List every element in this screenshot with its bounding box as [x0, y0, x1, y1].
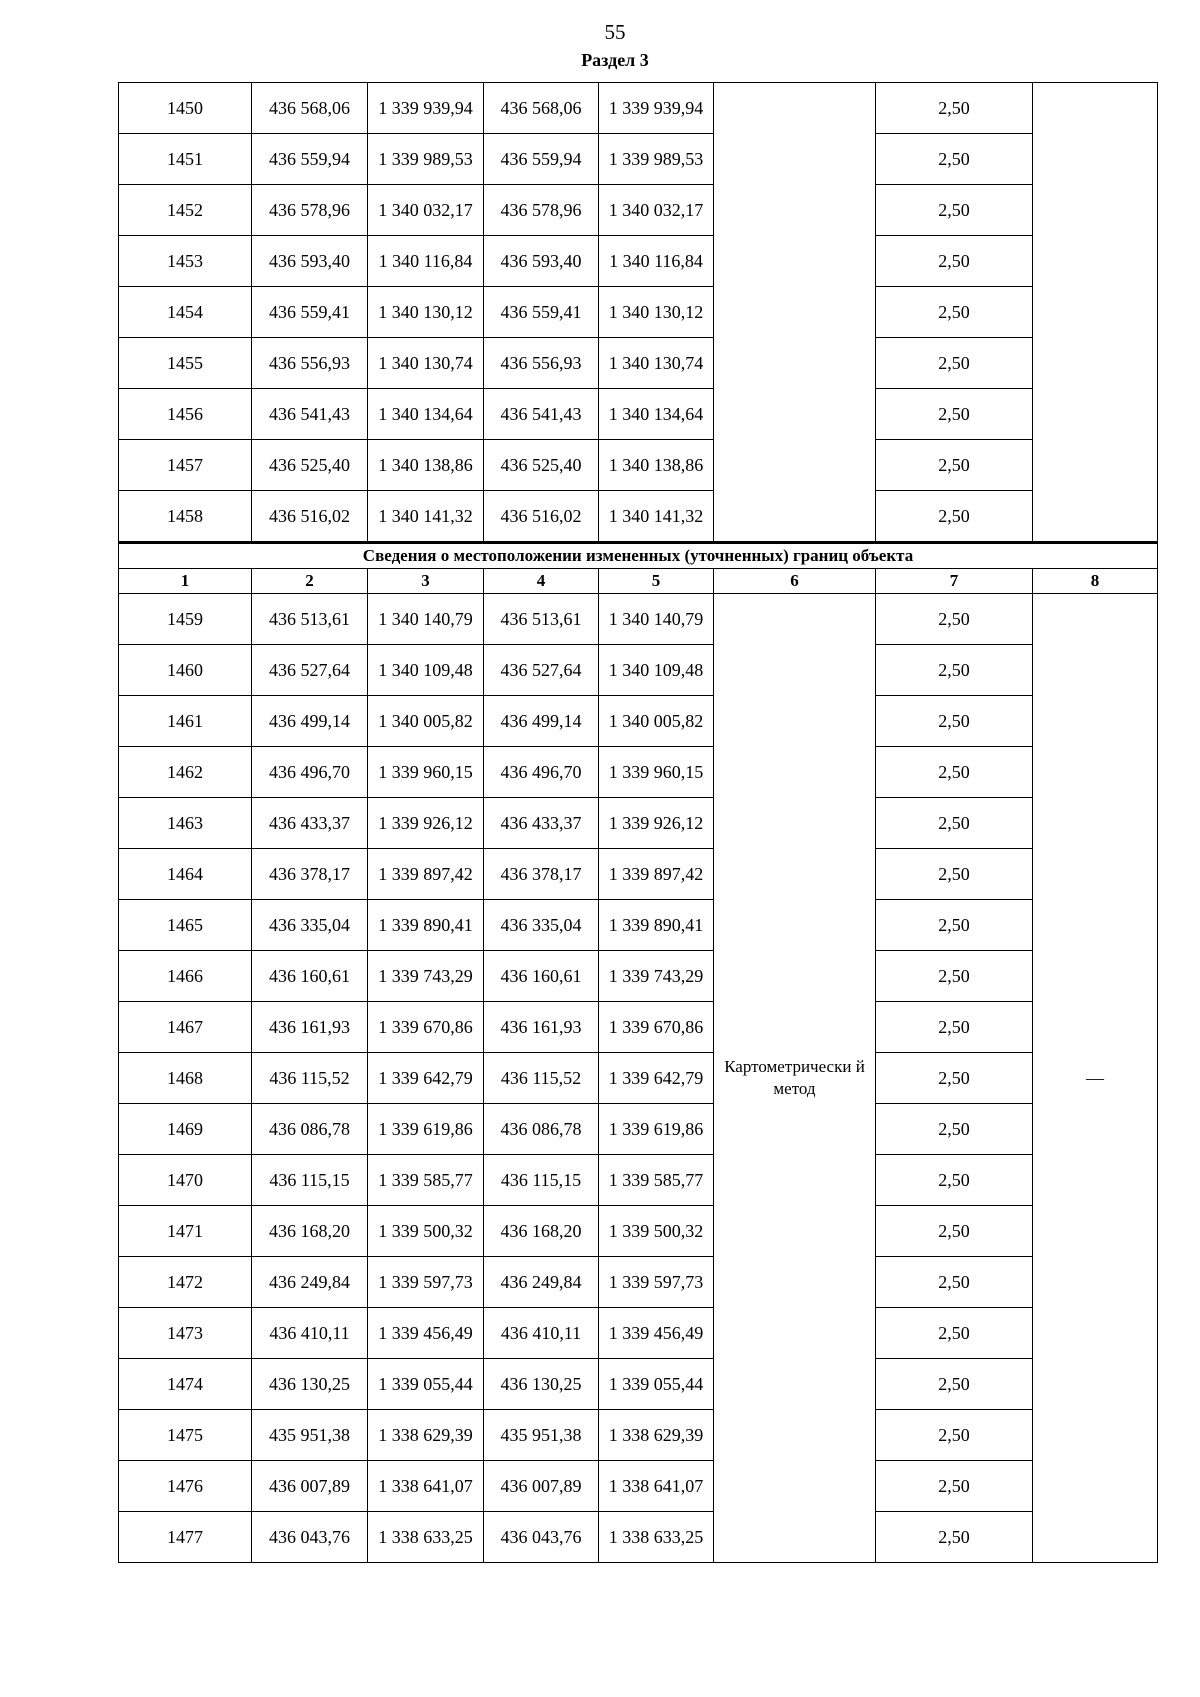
accuracy-value: 2,50: [876, 1002, 1033, 1053]
y-coordinate: 1 338 629,39: [368, 1410, 484, 1461]
accuracy-value: 2,50: [876, 236, 1033, 287]
table-row: [119, 594, 1158, 645]
table-row: [119, 389, 1158, 440]
accuracy-value: 2,50: [876, 696, 1033, 747]
table-row: [119, 1410, 1158, 1461]
y-coordinate-new: 1 340 141,32: [599, 491, 714, 543]
point-number: 1473: [119, 1308, 252, 1359]
y-coordinate-new: 1 339 890,41: [599, 900, 714, 951]
accuracy-value: 2,50: [876, 185, 1033, 236]
accuracy-value: 2,50: [876, 747, 1033, 798]
accuracy-value: 2,50: [876, 798, 1033, 849]
x-coordinate: 436 161,93: [252, 1002, 368, 1053]
table-row: [119, 236, 1158, 287]
y-coordinate: 1 339 890,41: [368, 900, 484, 951]
accuracy-value: 2,50: [876, 1461, 1033, 1512]
x-coordinate: 436 115,15: [252, 1155, 368, 1206]
col8-cell-top: [1033, 83, 1158, 543]
accuracy-value: 2,50: [876, 1308, 1033, 1359]
column-header: 8: [1033, 569, 1158, 594]
column-header: 5: [599, 569, 714, 594]
x-coordinate-new: 436 541,43: [484, 389, 599, 440]
x-coordinate: 436 559,41: [252, 287, 368, 338]
y-coordinate: 1 340 130,74: [368, 338, 484, 389]
y-coordinate: 1 340 116,84: [368, 236, 484, 287]
x-coordinate: 436 410,11: [252, 1308, 368, 1359]
y-coordinate: 1 338 633,25: [368, 1512, 484, 1563]
y-coordinate: 1 340 134,64: [368, 389, 484, 440]
y-coordinate: 1 340 109,48: [368, 645, 484, 696]
table-row: [119, 951, 1158, 1002]
x-coordinate-new: 436 378,17: [484, 849, 599, 900]
y-coordinate-new: 1 339 642,79: [599, 1053, 714, 1104]
y-coordinate-new: 1 339 597,73: [599, 1257, 714, 1308]
x-coordinate: 436 086,78: [252, 1104, 368, 1155]
column-header: 4: [484, 569, 599, 594]
point-number: 1472: [119, 1257, 252, 1308]
table-row: [119, 134, 1158, 185]
y-coordinate: 1 340 032,17: [368, 185, 484, 236]
section-banner: Сведения о местоположении измененных (уточненных) границ объекта: [119, 543, 1158, 569]
accuracy-value: 2,50: [876, 491, 1033, 543]
x-coordinate-new: 436 168,20: [484, 1206, 599, 1257]
point-number: 1475: [119, 1410, 252, 1461]
table-row: [119, 83, 1158, 134]
point-number: 1464: [119, 849, 252, 900]
y-coordinate-new: 1 340 032,17: [599, 185, 714, 236]
y-coordinate-new: 1 339 055,44: [599, 1359, 714, 1410]
x-coordinate-new: 436 496,70: [484, 747, 599, 798]
column-header-row: [119, 569, 1158, 594]
x-coordinate: 436 249,84: [252, 1257, 368, 1308]
table-row: [119, 1053, 1158, 1104]
table-row: [119, 645, 1158, 696]
point-number: 1450: [119, 83, 252, 134]
accuracy-value: 2,50: [876, 1257, 1033, 1308]
y-coordinate-new: 1 340 138,86: [599, 440, 714, 491]
column-header: 3: [368, 569, 484, 594]
y-coordinate-new: 1 340 130,12: [599, 287, 714, 338]
x-coordinate: 436 160,61: [252, 951, 368, 1002]
table-row: [119, 1155, 1158, 1206]
method-text: Картометрически й метод: [724, 1057, 865, 1098]
y-coordinate: 1 339 500,32: [368, 1206, 484, 1257]
x-coordinate-new: 436 335,04: [484, 900, 599, 951]
x-coordinate-new: 436 516,02: [484, 491, 599, 543]
y-coordinate: 1 339 960,15: [368, 747, 484, 798]
y-coordinate-new: 1 340 134,64: [599, 389, 714, 440]
x-coordinate: 436 559,94: [252, 134, 368, 185]
col8-dash: —: [1086, 1067, 1104, 1088]
y-coordinate-new: 1 340 005,82: [599, 696, 714, 747]
x-coordinate-new: 436 433,37: [484, 798, 599, 849]
y-coordinate: 1 339 642,79: [368, 1053, 484, 1104]
y-coordinate: 1 340 138,86: [368, 440, 484, 491]
x-coordinate-new: 436 130,25: [484, 1359, 599, 1410]
x-coordinate-new: 436 160,61: [484, 951, 599, 1002]
table-row: [119, 1461, 1158, 1512]
x-coordinate: 436 578,96: [252, 185, 368, 236]
x-coordinate: 436 168,20: [252, 1206, 368, 1257]
x-coordinate-new: 436 115,52: [484, 1053, 599, 1104]
point-number: 1457: [119, 440, 252, 491]
column-header: 2: [252, 569, 368, 594]
section-banner-row: [119, 543, 1158, 569]
y-coordinate-new: 1 339 500,32: [599, 1206, 714, 1257]
x-coordinate-new: 436 559,41: [484, 287, 599, 338]
point-number: 1463: [119, 798, 252, 849]
accuracy-value: 2,50: [876, 1104, 1033, 1155]
y-coordinate: 1 339 597,73: [368, 1257, 484, 1308]
y-coordinate-new: 1 339 989,53: [599, 134, 714, 185]
coordinates-table: [118, 82, 1158, 1563]
method-cell: [714, 594, 876, 1563]
y-coordinate-new: 1 339 939,94: [599, 83, 714, 134]
point-number: 1459: [119, 594, 252, 645]
accuracy-value: 2,50: [876, 338, 1033, 389]
point-number: 1451: [119, 134, 252, 185]
x-coordinate-new: 436 525,40: [484, 440, 599, 491]
point-number: 1455: [119, 338, 252, 389]
point-number: 1465: [119, 900, 252, 951]
accuracy-value: 2,50: [876, 1155, 1033, 1206]
x-coordinate: 436 527,64: [252, 645, 368, 696]
section-title: Раздел 3: [581, 50, 649, 70]
table-row: [119, 338, 1158, 389]
table-row: [119, 849, 1158, 900]
table-row: [119, 1308, 1158, 1359]
table-row: [119, 1257, 1158, 1308]
x-coordinate: 436 378,17: [252, 849, 368, 900]
accuracy-value: 2,50: [876, 134, 1033, 185]
table-row: [119, 287, 1158, 338]
point-number: 1454: [119, 287, 252, 338]
accuracy-value: 2,50: [876, 1206, 1033, 1257]
x-coordinate-new: 436 249,84: [484, 1257, 599, 1308]
x-coordinate: 436 568,06: [252, 83, 368, 134]
x-coordinate-new: 436 513,61: [484, 594, 599, 645]
x-coordinate-new: 436 559,94: [484, 134, 599, 185]
point-number: 1460: [119, 645, 252, 696]
x-coordinate: 436 115,52: [252, 1053, 368, 1104]
y-coordinate: 1 339 897,42: [368, 849, 484, 900]
point-number: 1470: [119, 1155, 252, 1206]
x-coordinate: 436 433,37: [252, 798, 368, 849]
table-row: [119, 798, 1158, 849]
accuracy-value: 2,50: [876, 389, 1033, 440]
y-coordinate-new: 1 339 897,42: [599, 849, 714, 900]
x-coordinate-new: 436 161,93: [484, 1002, 599, 1053]
x-coordinate: 436 130,25: [252, 1359, 368, 1410]
y-coordinate: 1 339 989,53: [368, 134, 484, 185]
x-coordinate: 436 525,40: [252, 440, 368, 491]
x-coordinate-new: 436 007,89: [484, 1461, 599, 1512]
y-coordinate: 1 338 641,07: [368, 1461, 484, 1512]
y-coordinate-new: 1 338 629,39: [599, 1410, 714, 1461]
column-header: 7: [876, 569, 1033, 594]
x-coordinate-new: 436 410,11: [484, 1308, 599, 1359]
x-coordinate: 436 499,14: [252, 696, 368, 747]
point-number: 1462: [119, 747, 252, 798]
y-coordinate-new: 1 340 130,74: [599, 338, 714, 389]
accuracy-value: 2,50: [876, 1410, 1033, 1461]
y-coordinate-new: 1 339 585,77: [599, 1155, 714, 1206]
accuracy-value: 2,50: [876, 849, 1033, 900]
accuracy-value: 2,50: [876, 1053, 1033, 1104]
y-coordinate-new: 1 340 140,79: [599, 594, 714, 645]
point-number: 1452: [119, 185, 252, 236]
point-number: 1467: [119, 1002, 252, 1053]
x-coordinate: 436 335,04: [252, 900, 368, 951]
accuracy-value: 2,50: [876, 287, 1033, 338]
y-coordinate: 1 339 743,29: [368, 951, 484, 1002]
point-number: 1466: [119, 951, 252, 1002]
y-coordinate-new: 1 338 633,25: [599, 1512, 714, 1563]
y-coordinate: 1 339 456,49: [368, 1308, 484, 1359]
accuracy-value: 2,50: [876, 1359, 1033, 1410]
x-coordinate: 435 951,38: [252, 1410, 368, 1461]
x-coordinate-new: 436 593,40: [484, 236, 599, 287]
y-coordinate-new: 1 339 456,49: [599, 1308, 714, 1359]
page-number: 55: [604, 20, 626, 44]
point-number: 1456: [119, 389, 252, 440]
table-row: [119, 696, 1158, 747]
y-coordinate-new: 1 339 926,12: [599, 798, 714, 849]
accuracy-value: 2,50: [876, 645, 1033, 696]
y-coordinate: 1 340 005,82: [368, 696, 484, 747]
x-coordinate: 436 496,70: [252, 747, 368, 798]
y-coordinate: 1 340 130,12: [368, 287, 484, 338]
table-row: [119, 185, 1158, 236]
x-coordinate: 436 043,76: [252, 1512, 368, 1563]
accuracy-value: 2,50: [876, 83, 1033, 134]
table-row: [119, 440, 1158, 491]
y-coordinate: 1 339 670,86: [368, 1002, 484, 1053]
x-coordinate-new: 436 115,15: [484, 1155, 599, 1206]
y-coordinate: 1 340 140,79: [368, 594, 484, 645]
table-row: [119, 1206, 1158, 1257]
x-coordinate-new: 436 556,93: [484, 338, 599, 389]
accuracy-value: 2,50: [876, 900, 1033, 951]
y-coordinate-new: 1 339 619,86: [599, 1104, 714, 1155]
x-coordinate-new: 436 499,14: [484, 696, 599, 747]
point-number: 1458: [119, 491, 252, 543]
y-coordinate: 1 339 585,77: [368, 1155, 484, 1206]
point-number: 1471: [119, 1206, 252, 1257]
y-coordinate: 1 339 055,44: [368, 1359, 484, 1410]
table-row: [119, 747, 1158, 798]
point-number: 1469: [119, 1104, 252, 1155]
y-coordinate: 1 339 939,94: [368, 83, 484, 134]
method-cell-top: [714, 83, 876, 543]
x-coordinate-new: 435 951,38: [484, 1410, 599, 1461]
point-number: 1474: [119, 1359, 252, 1410]
y-coordinate: 1 340 141,32: [368, 491, 484, 543]
point-number: 1468: [119, 1053, 252, 1104]
point-number: 1477: [119, 1512, 252, 1563]
x-coordinate-new: 436 527,64: [484, 645, 599, 696]
y-coordinate-new: 1 339 960,15: [599, 747, 714, 798]
x-coordinate-new: 436 086,78: [484, 1104, 599, 1155]
point-number: 1461: [119, 696, 252, 747]
y-coordinate-new: 1 338 641,07: [599, 1461, 714, 1512]
y-coordinate-new: 1 340 109,48: [599, 645, 714, 696]
y-coordinate-new: 1 340 116,84: [599, 236, 714, 287]
x-coordinate: 436 556,93: [252, 338, 368, 389]
point-number: 1453: [119, 236, 252, 287]
x-coordinate-new: 436 578,96: [484, 185, 599, 236]
table-row: [119, 491, 1158, 543]
x-coordinate-new: 436 043,76: [484, 1512, 599, 1563]
table-row: [119, 1359, 1158, 1410]
x-coordinate: 436 513,61: [252, 594, 368, 645]
x-coordinate-new: 436 568,06: [484, 83, 599, 134]
y-coordinate: 1 339 926,12: [368, 798, 484, 849]
x-coordinate: 436 516,02: [252, 491, 368, 543]
x-coordinate: 436 541,43: [252, 389, 368, 440]
accuracy-value: 2,50: [876, 440, 1033, 491]
accuracy-value: 2,50: [876, 951, 1033, 1002]
column-header: 6: [714, 569, 876, 594]
table-row: [119, 1002, 1158, 1053]
point-number: 1476: [119, 1461, 252, 1512]
x-coordinate: 436 007,89: [252, 1461, 368, 1512]
table-row: [119, 1104, 1158, 1155]
table-body: [119, 83, 1158, 1563]
x-coordinate: 436 593,40: [252, 236, 368, 287]
accuracy-value: 2,50: [876, 594, 1033, 645]
accuracy-value: 2,50: [876, 1512, 1033, 1563]
table-row: [119, 1512, 1158, 1563]
y-coordinate-new: 1 339 743,29: [599, 951, 714, 1002]
column-header: 1: [119, 569, 252, 594]
table-row: [119, 900, 1158, 951]
col8-cell: [1033, 594, 1158, 1563]
y-coordinate: 1 339 619,86: [368, 1104, 484, 1155]
y-coordinate-new: 1 339 670,86: [599, 1002, 714, 1053]
